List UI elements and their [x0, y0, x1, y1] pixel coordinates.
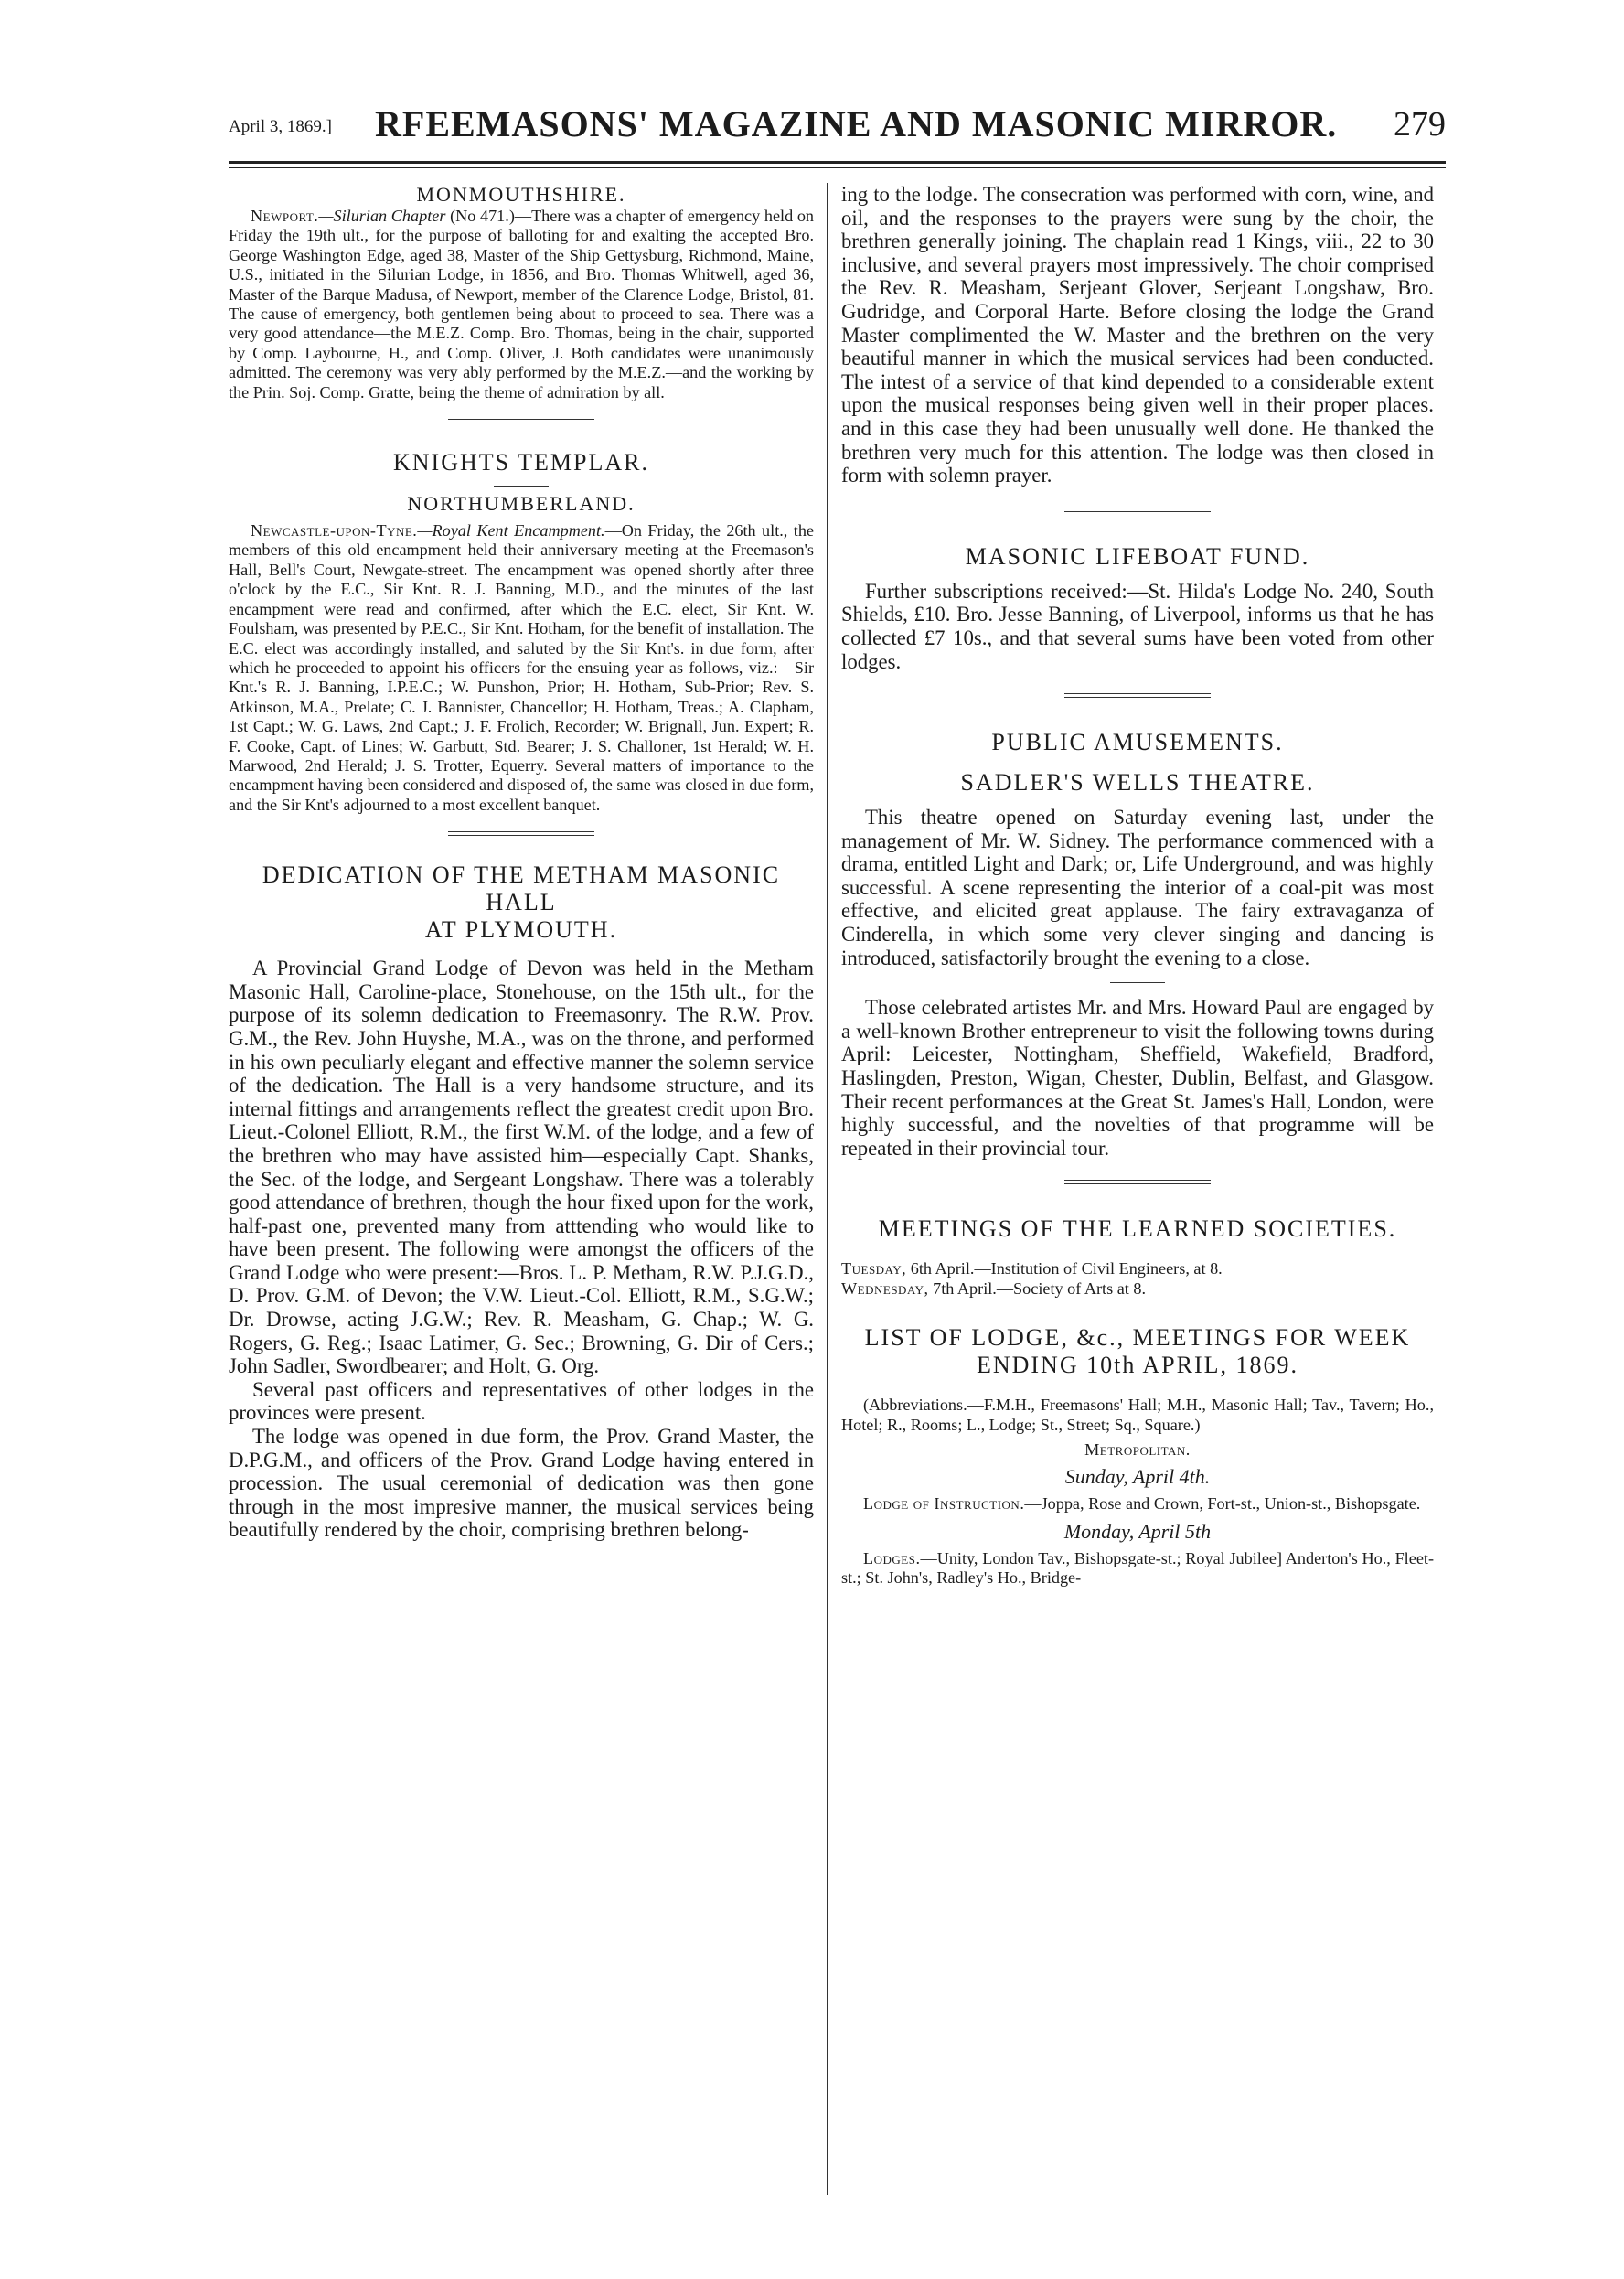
page-header	[229, 102, 1446, 157]
wednesday-text: 7th April.—Society of Arts at 8.	[933, 1279, 1147, 1298]
column-divider	[827, 183, 828, 2195]
howard-paul-article: Those celebrated artistes Mr. and Mrs. Howard Paul are engaged by a well-known Brother entrepreneur to visit the following towns during April: Leicester, Nottingham, Sheffield, Wakefield, Bradford, Haslingden, Preston, Wigan, Chester, Dublin, Belfast, and Glasgow. Their recent performances at the Great St. James's Hall, London, were highly successful, and the novelties of that programme will be repeated in their provincial tour.	[841, 996, 1434, 1160]
northumberland-subheading: NORTHUMBERLAND.	[407, 492, 636, 516]
dedication-continuation: ing to the lodge. The consecration was performed with corn, wine, and oil, and the responses to the prayers were sung by the choir, the brethren generally joining. The chaplain read 1 Kings, viii., 22 to 30 inclusive, and several prayers most impressively. The choir comprised the Rev. R. Measham, Serjeant Glover, Serjeant Longshaw, Bro. Gudridge, and Corporal Harte. Before closing the lodge the Grand Master complimented the W. Master and the brethren on the very beautiful manner in which the musical services had been conducted. The intest of a service of that kind depended to a considerable extent upon the musical responses being given well in their proper places. and in this case they had been unusually well done. He thanked the brethren very much for this attention. The lodge was then closed in form with solemn prayer.	[841, 183, 1434, 487]
monmouthshire-heading: MONMOUTHSHIRE.	[416, 183, 626, 206]
sunday-entry-text: —Joppa, Rose and Crown, Fort-st., Union-st., Bishopsgate.	[1024, 1494, 1421, 1514]
sunday-entry	[841, 1494, 1434, 1514]
templar-encampment: —Royal Kent Encampment.	[417, 521, 605, 540]
metropolitan-label: Metropolitan.	[1084, 1440, 1191, 1460]
templar-body: —On Friday, the 26th ult., the members of this old encampment held their anniversary meeting at the Freemason's Hall, Bell's Court, Newgate-street. The encampment was opened shortly after three o'clock by the E.C., Sir Knt. R. J. Banning, M.D., and the minutes of the last encampment were read and confirmed, after which the E.C. elect, Sir Knt. W. Foulsham, was presented by P.E.C., Sir Knt. Hotham, for the benefit of installation. The E.C. elect was accordingly installed, and saluted by the Sir Knt's. in due form, after which he proceeded to appoint his officers for the ensuing year as follows, viz.:—Sir Knt.'s R. J. Banning, I.P.E.C.; W. Punshon, Prior; H. Hotham, Sub-Prior; Rev. S. Atkinson, M.A., Prelate; C. J. Bannister, Chancellor; H. Hotham, Treas.; A. Clapham, 1st Capt.; W. G. Laws, 2nd Capt.; J. F. Frolich, Recorder; W. Brignall, Jun. Expert; R. F. Cooke, Capt. of Lines; W. Garbutt, Std. Bearer; J. S. Challoner, 1st Herald; W. H. Marwood, 2nd Herald; J. S. Trotter, Equerry. Several matters of importance to the encampment having been considered and disposed of, the same was closed in due form, and the Sir Knt's adjourned to a most excellent banquet.	[229, 521, 814, 814]
page-number: 279	[1394, 105, 1446, 144]
lifeboat-fund-heading: MASONIC LIFEBOAT FUND.	[965, 542, 1310, 570]
dedication-paragraph-3: The lodge was opened in due form, the Prov. Grand Master, the D.P.G.M., and officers of the Prov. Grand Lodge having entered in procession. The usual ceremonial of dedication was then gone through in the most impresive manner, the musical services being beautifully rendered by the choir, comprising brethren belong-	[229, 1425, 814, 1542]
monmouthshire-chapter: —Silurian Chapter	[318, 207, 446, 225]
public-amusements-heading: PUBLIC AMUSEMENTS.	[991, 729, 1284, 756]
sunday-entry-label: Lodge of Instruction.	[863, 1494, 1025, 1514]
knights-templar-heading: KNIGHTS TEMPLAR.	[393, 449, 649, 476]
monmouthshire-body: (No 471.)—There was a chapter of emergency held on Friday the 19th ult., for the purpose of balloting for and exalting the accepted Bro. George Washington Edge, aged 38, Master of the Ship Gettysburg, Richmond, Maine, U.S., initiated in the Silurian Lodge, in 1856, and Bro. Thomas Whitwell, aged 36, Master of the Barque Madusa, of Newport, member of the Clarence Lodge, Bristol, 81. The cause of emergency, both gentlemen being about to proceed to sea. There was a very good attendance—the M.E.Z. Comp. Bro. Thomas, being in the chair, supported by Comp. Laybourne, H., and Comp. Oliver, J. Both candidates were unanimously admitted. The ceremony was very ably performed by the M.E.Z.—and the working by the Prin. Soj. Comp. Gratte, being the theme of admiration by all.	[229, 207, 814, 401]
templar-article	[229, 521, 814, 815]
tuesday-label: Tuesday,	[841, 1259, 907, 1279]
dedication-paragraph-1: A Provincial Grand Lodge of Devon was held in the Metham Masonic Hall, Caroline-place, Stonehouse, on the 15th ult., for the purpose of its solemn dedication to Freemasonry. The R.W. Prov. G.M., the Rev. John Huyshe, M.A., was on the throne, and performed in his own peculiarly elegant and effective manner the solemn service of the dedication. The Hall is a very handsome structure, and its internal fittings and arrangements reflect the greatest credit upon Bro. Lieut.-Colonel Elliott, R.M., the first W.M. of the lodge, and a few of the brethren who may have assisted him—especially Capt. Shanks, the Sec. of the lodge, and Sergeant Longshaw. There was a tolerably good attendance of brethren, though the hour fixed upon for the work, half-past one, prevented many from atttending who would like to have been present. The following were amongst the officers of the Grand Lodge who were present:—Bros. L. P. Metham, R.W. P.J.G.D., D. Prov. G.M. of Devon; the V.W. Lieut.-Col. Elliott, R.M., S.G.W.; Dr. Drowse, acting J.G.W.; Rev. R. Measham, G. Chap.; W. G. Rogers, G. Reg.; Isaac Latimer, G. Sec.; Browning, G. Dir of Cers.; John Sadler, Swordbearer; and Holt, G. Org.	[229, 957, 814, 1378]
sadlers-wells-subheading: SADLER'S WELLS THEATRE.	[960, 769, 1315, 797]
lodge-list-heading-line1: LIST OF LODGE, &c., MEETINGS FOR WEEK	[864, 1324, 1411, 1352]
dedication-heading-line2: AT PLYMOUTH.	[424, 916, 618, 944]
templar-place: Newcastle-upon-Tyne.	[251, 521, 418, 540]
learned-societies-heading: MEETINGS OF THE LEARNED SOCIETIES.	[878, 1215, 1397, 1243]
abbreviations-note: (Abbreviations.—F.M.H., Freemasons' Hall; M.H., Masonic Hall; Tav., Tavern; Ho., Hotel; R., Rooms; L., Lodge; St., Street; Sq., Square.)	[841, 1396, 1434, 1434]
dedication-paragraph-2: Several past officers and representatives of other lodges in the provinces were present.	[229, 1377, 814, 1425]
dedication-heading-line1: DEDICATION OF THE METHAM MASONIC HALL	[262, 861, 781, 916]
issue-date: April 3, 1869.]	[229, 117, 332, 136]
monday-entry	[841, 1549, 1434, 1589]
masthead-title: RFEEMASONS' MAGAZINE AND MASONIC MIRROR.	[375, 103, 1338, 144]
societies-wednesday-line	[841, 1279, 1434, 1299]
right-column	[841, 183, 1434, 2195]
left-column	[229, 183, 814, 2195]
monday-heading: Monday, April 5th	[1063, 1519, 1212, 1543]
monday-entry-text: —Unity, London Tav., Bishopsgate-st.; Royal Jubilee] Anderton's Ho., Fleet-st.; St. John's, Radley's Ho., Bridge-	[841, 1548, 1434, 1588]
societies-tuesday-line	[841, 1259, 1434, 1279]
header-rule-thin	[229, 167, 1446, 168]
monday-entry-label: Lodges.	[863, 1548, 921, 1567]
monmouthshire-article	[229, 207, 814, 402]
lifeboat-fund-article: Further subscriptions received:—St. Hilda's Lodge No. 240, South Shields, £10. Bro. Jesse Banning, of Liverpool, informs us that he has collected £7 10s., and that several sums have been voted from other lodges.	[841, 579, 1434, 673]
sunday-heading: Sunday, April 4th.	[1064, 1465, 1211, 1489]
sadlers-wells-article: This theatre opened on Saturday evening last, under the management of Mr. W. Sidney. The performance commenced with a drama, entitled Light and Dark; or, Life Underground, and was highly successful. A scene representing the interior of a coal-pit was most effective, and elicited great applause. The fairy extravaganza of Cinderella, in which some very clever singing and dancing is introduced, satisfactorily brought the evening to a close.	[841, 806, 1434, 969]
header-rule-thick	[229, 161, 1446, 164]
monmouthshire-place: Newport.	[251, 207, 319, 225]
lodge-list-heading-line2: ENDING 10th APRIL, 1869.	[976, 1352, 1299, 1379]
tuesday-text: 6th April.—Institution of Civil Engineers, at 8.	[910, 1259, 1223, 1279]
wednesday-label: Wednesday,	[841, 1279, 929, 1298]
